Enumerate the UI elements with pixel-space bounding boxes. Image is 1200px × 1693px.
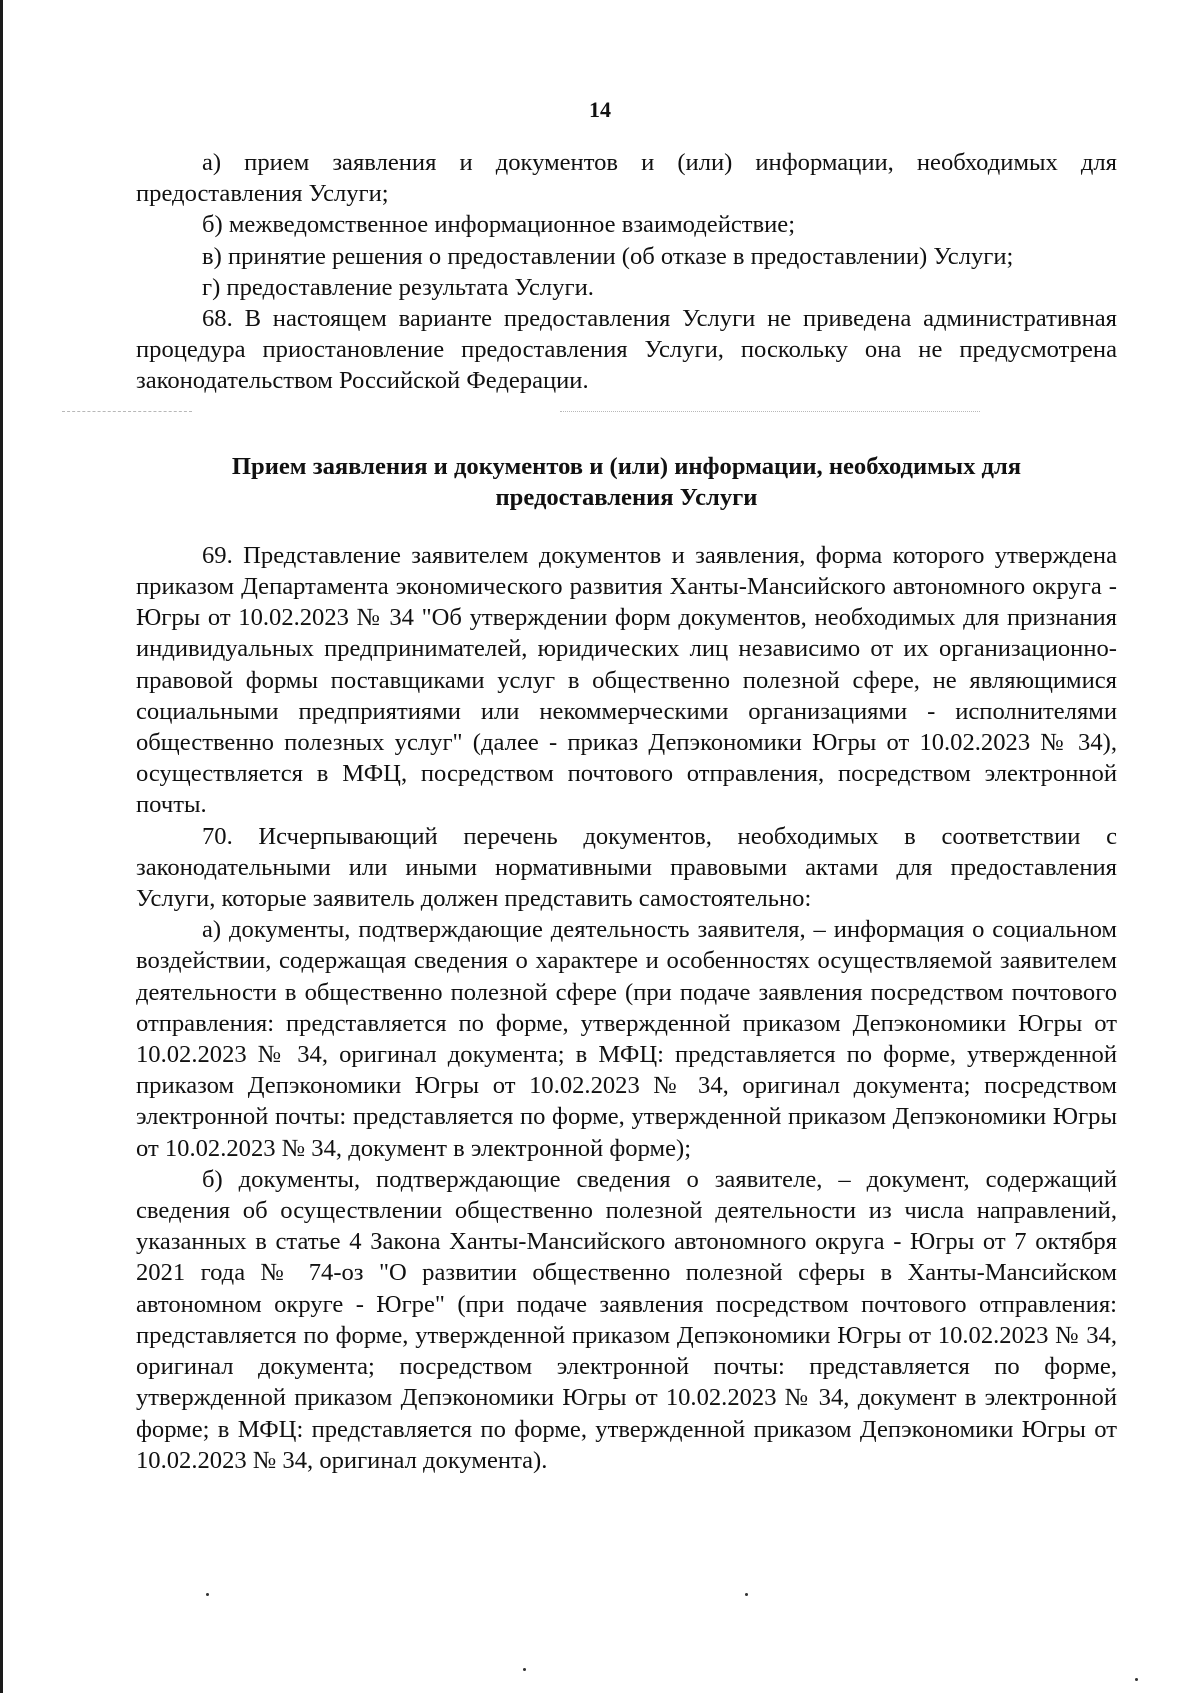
- scan-left-edge: [0, 0, 3, 1693]
- page-number: 14: [589, 97, 611, 122]
- paragraph-70: 70. Исчерпывающий перечень документов, необходимых в соответствии с законодательными или иными нормативными правовыми актами для предоставления Услуги, которые заявитель должен представить самостоятельно:: [136, 822, 1117, 913]
- scan-speck: [745, 1593, 748, 1596]
- paragraph-68: 68. В настоящем варианте предоставления Услуги не приведена административная процедура приостановление предоставления Услуги, поскольку она не предусмотрена законодательством Российской Федерации.: [136, 305, 1117, 395]
- list-item-b: б) межведомственное информационное взаимодействие;: [202, 211, 796, 239]
- list-item-a: а) прием заявления и документов и (или) информации, необходимых для предоставления Услуги;: [136, 149, 1117, 208]
- paragraph-69: 69. Представление заявителем документов и заявления, форма которого утверждена приказом Департамента экономического развития Ханты-Мансийского автономного округа - Югры от 10.02.2023 № 34 "Об утверждении форм документов, необходимых для признания индивидуальных предпринимателей, юридических лиц независимо от их организационно-правовой формы поставщиками услуг в общественно полезной сфере, не являющимися социальными предприятиями или некоммерческими организациями - исполнителями общественно полезных услуг" (далее - приказ Депэкономики Югры от 10.02.2023 № 34), осуществляется в МФЦ, посредством почтового отправления, посредством электронной почты.: [136, 541, 1117, 819]
- scan-speck: [523, 1668, 526, 1671]
- paragraph-70-b: б) документы, подтверждающие сведения о заявителе, – документ, содержащий сведения об осуществлении общественно полезной деятельности из числа направлений, указанных в статье 4 Закона Ханты-Мансийского автономного округа - Югры от 7 октября 2021 года № 74-оз "О развитии общественно полезной сферы в Ханты-Мансийском автономном округе - Югре" (при подаче заявления посредством почтового отправления: представляется по форме, утвержденной приказом Депэкономики Югры от 10.02.2023 № 34, оригинал документа; посредством электронной почты: представляется по форме, утвержденной приказом Депэкономики Югры от 10.02.2023 № 34, документ в электронной форме; в МФЦ: представляется по форме, утвержденной приказом Депэкономики Югры от 10.02.2023 № 34, оригинал документа).: [136, 1165, 1117, 1474]
- list-item-c: в) принятие решения о предоставлении (об отказе в предоставлении) Услуги;: [202, 242, 1014, 270]
- section-heading: Прием заявления и документов и (или) информации, необходимых для предоставления Услуги: [231, 452, 1022, 512]
- list-item-d: г) предоставление результата Услуги.: [202, 273, 594, 301]
- document-body: [136, 147, 1117, 1476]
- scan-speck: [1135, 1678, 1138, 1681]
- scan-speck: [206, 1593, 209, 1596]
- paragraph-70-a: а) документы, подтверждающие деятельность заявителя, – информация о социальном воздействии, содержащая сведения о характере и особенностях осуществляемой заявителем деятельности в общественно полезной сфере (при подаче заявления посредством почтового отправления: представляется по форме, утвержденной приказом Депэкономики Югры от 10.02.2023 № 34, оригинал документа; в МФЦ: представляется по форме, утвержденной приказом Депэкономики Югры от 10.02.2023 № 34, оригинал документа; посредством электронной почты: представляется по форме, утвержденной приказом Депэкономики Югры от 10.02.2023 № 34, документ в электронной форме);: [136, 916, 1117, 1162]
